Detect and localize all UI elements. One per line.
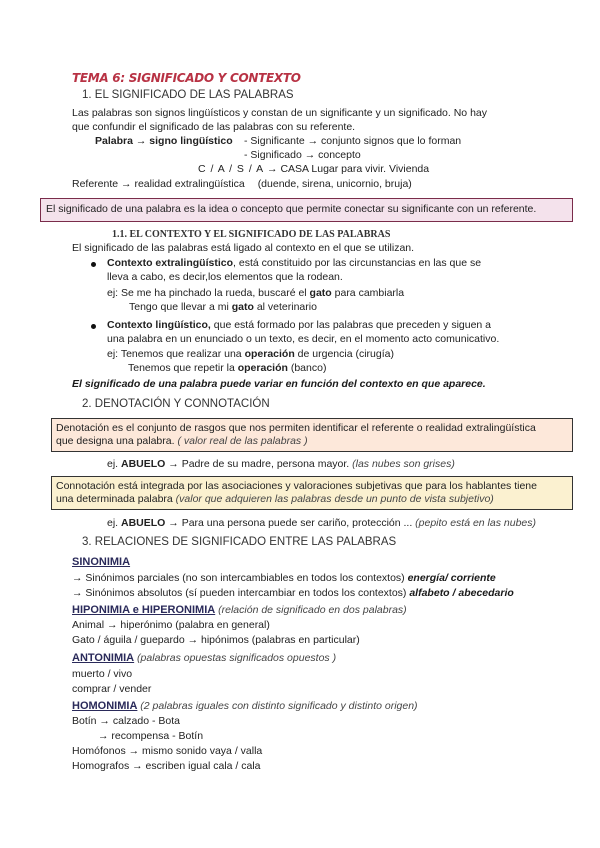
example-note: (pepito está en las nubes) xyxy=(415,517,536,529)
example-keyword: operación xyxy=(237,362,288,374)
homonimia-example-2: → recompensa - Botín xyxy=(98,730,204,742)
example-keyword: gato xyxy=(309,287,332,299)
homonimia-note: (2 palabras iguales con distinto significado y distinto origen) xyxy=(137,700,418,712)
extralinguistico-text: , está constituido por las circunstancias en las que se xyxy=(233,257,482,269)
page-title: TEMA 6: SIGNIFICADO Y CONTEXTO xyxy=(72,71,301,85)
extralinguistico-example-1 xyxy=(107,287,404,300)
denotacion-example xyxy=(107,458,455,471)
connotacion-box xyxy=(51,476,573,510)
section-3-heading: 3. RELACIONES DE SIGNIFICADO ENTRE LAS PALABRAS xyxy=(82,536,397,548)
antonimia-heading xyxy=(72,652,336,665)
example-keyword: gato xyxy=(231,301,254,313)
context-conclusion: El significado de una palabra puede variar en función del contexto en que aparece. xyxy=(72,378,486,390)
linguistico-line-2: una palabra en un enunciado o un texto, es decir, en el momento acto comunicativo. xyxy=(107,333,500,345)
example-text: ej: Se me ha pinchado la rueda, buscaré el xyxy=(107,287,310,299)
linguistico-text: que está formado por las palabras que preceden y siguen a xyxy=(210,319,492,331)
hiponimia-heading xyxy=(72,604,407,617)
hiponimos-line: Gato / águila / guepardo → hipónimos (palabras en particular) xyxy=(72,634,360,646)
linguistico-example-1 xyxy=(107,348,394,361)
palabra-signo-label: Palabra → signo lingüístico xyxy=(95,135,233,147)
homofonos-line: Homófonos → mismo sonido vaya / valla xyxy=(72,745,263,757)
connotacion-note: (valor que adquieren las palabras desde un punto de vista subjetivo) xyxy=(175,493,494,505)
denotacion-box xyxy=(51,418,573,452)
homonimia-title: HOMONIMIA xyxy=(72,700,138,712)
homografos-line: Homografos → escriben igual cala / cala xyxy=(72,760,261,772)
significante-line: - Significante → conjunto signos que lo forman xyxy=(244,135,462,147)
example-keyword: ABUELO xyxy=(121,517,166,529)
extralinguistico-example-2 xyxy=(129,301,317,314)
sinonimos-example: alfabeto / abecedario xyxy=(409,587,514,599)
example-text: al veterinario xyxy=(253,301,317,313)
example-prefix: ej. xyxy=(107,458,122,470)
extralinguistico-term: Contexto extralingüístico xyxy=(107,257,234,269)
antonimia-example-1: muerto / vivo xyxy=(72,668,133,680)
referente-examples: (duende, sirena, unicornio, bruja) xyxy=(257,178,412,190)
referente-label: Referente → realidad extralingüística xyxy=(72,178,245,190)
sinonimos-text: → Sinónimos absolutos (sí pueden intercambiar en todos los contextos) xyxy=(72,587,410,599)
bullet-extralinguistico xyxy=(107,257,481,270)
bullet-linguistico xyxy=(107,319,491,332)
hiperonimo-line: Animal → hiperónimo (palabra en general) xyxy=(72,619,270,631)
example-text: de urgencia (cirugía) xyxy=(294,348,394,360)
example-text: Tenemos que repetir la xyxy=(128,362,238,374)
linguistico-example-2 xyxy=(128,362,326,375)
s11-intro: El significado de las palabras está ligado al contexto en el que se utilizan. xyxy=(72,242,415,254)
connotacion-text: una determinada palabra xyxy=(56,493,176,505)
linguistico-term: Contexto lingüístico, xyxy=(107,319,211,331)
example-keyword: operación xyxy=(244,348,295,360)
hiponimia-note: (relación de significado en dos palabras) xyxy=(215,604,407,616)
casa-definition: → CASA Lugar para vivir. Vivienda xyxy=(267,163,430,175)
s1-paragraph-line-1: Las palabras son signos lingüísticos y constan de un significante y un significado. No hay xyxy=(72,107,487,119)
example-note: (las nubes son grises) xyxy=(352,458,455,470)
section-1-1-heading: 1.1. EL CONTEXTO Y EL SIGNIFICADO DE LAS PALABRAS xyxy=(112,229,391,240)
sinonimos-example: energía/ corriente xyxy=(407,572,496,584)
example-text: (banco) xyxy=(287,362,327,374)
homonimia-heading xyxy=(72,700,418,713)
bullet-dot xyxy=(91,262,96,267)
s1-paragraph-line-2: que confundir el significado de las palabras con su referente. xyxy=(72,121,356,133)
casa-letters: C / A / S / A xyxy=(198,163,265,175)
referente-line xyxy=(72,178,412,191)
example-prefix: ej. xyxy=(107,517,122,529)
significado-definition-box: El significado de una palabra es la idea o concepto que permite conectar su significante con un referente. xyxy=(40,198,573,222)
extralinguistico-line-2: lleva a cabo, es decir,los elementos que la rodean. xyxy=(107,271,343,283)
connotacion-line-1: Connotación está integrada por las asociaciones y valoraciones subjetivas que para los hablantes tiene xyxy=(56,480,537,492)
denotacion-text: que designa una palabra. xyxy=(56,435,178,447)
sinonimia-title: SINONIMIA xyxy=(72,556,131,568)
bullet-dot xyxy=(91,324,96,329)
example-text: Tengo que llevar a mi xyxy=(129,301,232,313)
connotacion-example xyxy=(107,517,536,530)
example-text: → Para una persona puede ser cariño, protección ... xyxy=(165,517,416,529)
section-1-heading: 1. EL SIGNIFICADO DE LAS PALABRAS xyxy=(82,89,294,101)
homonimia-example-1: Botín → calzado - Bota xyxy=(72,715,180,727)
hiponimia-title: HIPONIMIA e HIPERONIMIA xyxy=(72,604,216,616)
section-2-heading: 2. DENOTACIÓN Y CONNOTACIÓN xyxy=(82,398,270,410)
sinonimos-parciales xyxy=(72,572,496,585)
connotacion-line-2 xyxy=(56,493,568,506)
example-keyword: ABUELO xyxy=(121,458,166,470)
casa-example xyxy=(198,163,429,176)
antonimia-note: (palabras opuestas significados opuestos ) xyxy=(134,652,337,664)
denotacion-note: ( valor real de las palabras ) xyxy=(177,435,308,447)
significado-line: - Significado → concepto xyxy=(244,149,361,161)
example-text: ej: Tenemos que realizar una xyxy=(107,348,245,360)
sinonimos-text: → Sinónimos parciales (no son intercambiables en todos los contextos) xyxy=(72,572,408,584)
example-text: para cambiarla xyxy=(331,287,405,299)
denotacion-line-1: Denotación es el conjunto de rasgos que nos permiten identificar el referente o realidad extralingüística xyxy=(56,422,536,434)
sinonimos-absolutos xyxy=(72,587,514,600)
example-text: → Padre de su madre, persona mayor. xyxy=(165,458,353,470)
antonimia-example-2: comprar / vender xyxy=(72,683,152,695)
antonimia-title: ANTONIMIA xyxy=(72,652,135,664)
denotacion-line-2 xyxy=(56,435,568,448)
